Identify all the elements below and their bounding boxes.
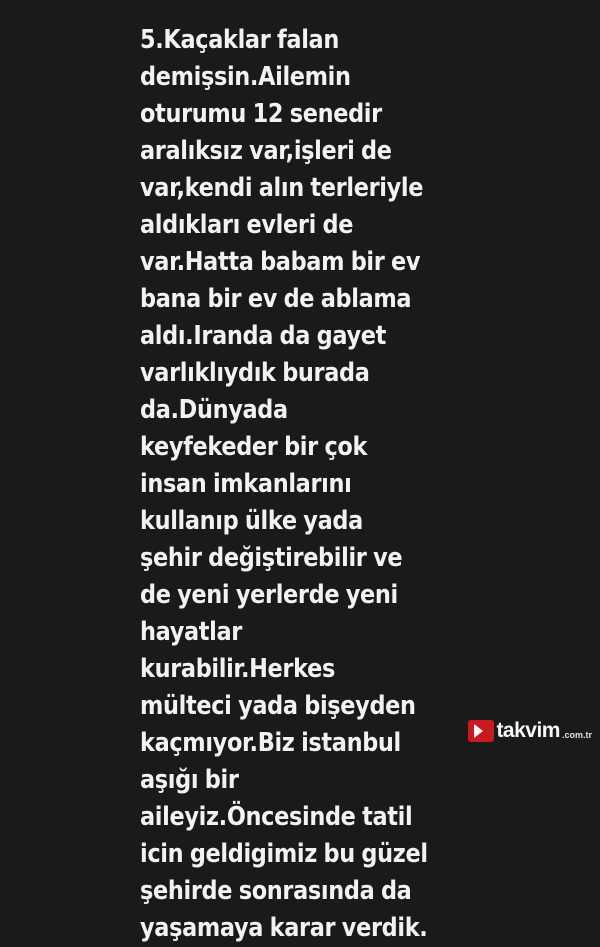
story-text-block — [140, 22, 470, 947]
story-body-text: 5.Kaçaklar falan demişsin.Ailemin oturumu 12 senedir aralıksız var,işleri de var,kendi alın terleriyle aldıkları evleri de var.Hatta babam bir ev bana bir ev de ablama aldı.Iranda da gayet varlıklıydık burada da.Dünyada keyfekeder bir çok insan imkanlarını kullanıp ülke yada şehir değiştirebilir ve de yeni yerlerde yeni hayatlar kurabilir.Herkes mülteci yada bişeyden kaçmıyor.Biz istanbul aşığı bir aileyiz.Öncesinde tatil icin geldigimiz bu güzel şehirde sonrasında da yaşamaya karar verdik. — [140, 25, 428, 943]
watermark-brand: takvim — [496, 719, 560, 742]
watermark-tld: .com.tr — [561, 730, 592, 740]
watermark — [468, 720, 592, 742]
play-logo-icon — [468, 720, 494, 742]
